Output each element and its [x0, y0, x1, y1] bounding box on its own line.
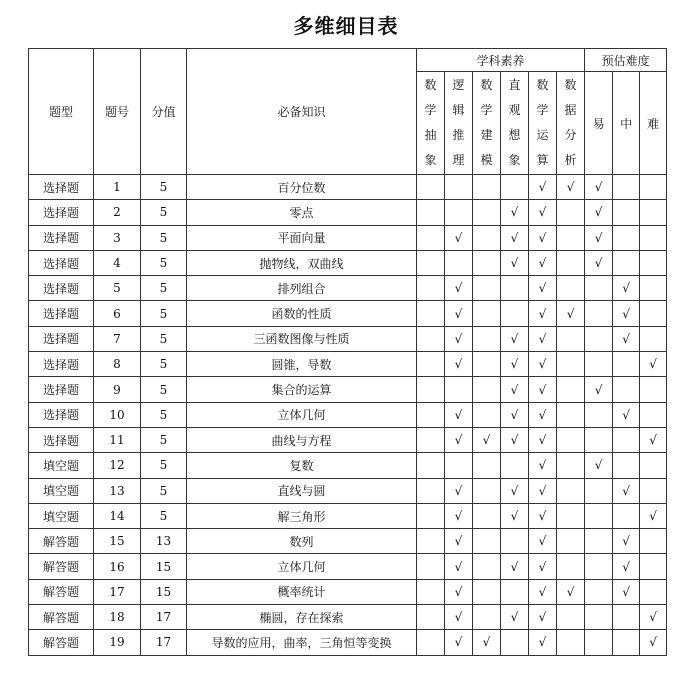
cell-literacy-check: [473, 579, 501, 604]
cell-literacy-check: √: [445, 352, 473, 377]
cell-literacy-check: [501, 301, 529, 326]
cell-question-number: 13: [94, 478, 141, 503]
cell-question-number: 4: [94, 250, 141, 275]
cell-difficulty-check: [613, 630, 640, 655]
cell-literacy-check: [417, 250, 445, 275]
cell-question-type: 解答题: [29, 630, 94, 655]
cell-literacy-check: [417, 605, 445, 630]
cell-score: 5: [141, 250, 187, 275]
cell-question-type: 填空题: [29, 503, 94, 528]
cell-question-number: 9: [94, 377, 141, 402]
cell-score: 15: [141, 554, 187, 579]
cell-literacy-check: [557, 200, 585, 225]
cell-literacy-check: √: [529, 301, 557, 326]
cell-difficulty-check: [640, 225, 667, 250]
table-row: [29, 630, 667, 655]
cell-literacy-check: √: [445, 630, 473, 655]
cell-literacy-check: [473, 352, 501, 377]
cell-literacy-check: [473, 529, 501, 554]
cell-literacy-check: [473, 326, 501, 351]
table-row: [29, 478, 667, 503]
cell-difficulty-check: √: [613, 554, 640, 579]
cell-knowledge: 导数的应用，曲率，三角恒等变换: [187, 630, 417, 655]
table-row: [29, 326, 667, 351]
cell-literacy-check: [473, 200, 501, 225]
header-knowledge: 必备知识: [187, 49, 417, 175]
cell-question-type: 选择题: [29, 377, 94, 402]
cell-question-number: 15: [94, 529, 141, 554]
cell-literacy-check: √: [529, 503, 557, 528]
header-difficulty-medium: 中: [613, 72, 640, 175]
cell-difficulty-check: [585, 503, 613, 528]
header-literacy-intuition: [501, 72, 529, 175]
cell-question-number: 3: [94, 225, 141, 250]
cell-literacy-check: [445, 175, 473, 200]
table-row: [29, 579, 667, 604]
header-score: 分值: [141, 49, 187, 175]
cell-literacy-check: √: [445, 402, 473, 427]
cell-difficulty-check: [640, 276, 667, 301]
cell-literacy-check: [417, 352, 445, 377]
cell-question-type: 选择题: [29, 250, 94, 275]
cell-difficulty-check: [613, 377, 640, 402]
cell-question-type: 选择题: [29, 200, 94, 225]
cell-literacy-check: [417, 427, 445, 452]
cell-literacy-check: [473, 453, 501, 478]
cell-difficulty-check: √: [585, 250, 613, 275]
cell-literacy-check: √: [529, 630, 557, 655]
cell-literacy-check: [417, 478, 445, 503]
cell-question-number: 6: [94, 301, 141, 326]
cell-difficulty-check: √: [613, 529, 640, 554]
table-row: [29, 427, 667, 452]
cell-difficulty-check: √: [613, 326, 640, 351]
cell-question-type: 解答题: [29, 579, 94, 604]
cell-literacy-check: √: [445, 503, 473, 528]
cell-literacy-check: √: [445, 529, 473, 554]
cell-literacy-check: √: [501, 377, 529, 402]
cell-literacy-check: [473, 402, 501, 427]
cell-literacy-check: [501, 276, 529, 301]
cell-literacy-check: [417, 200, 445, 225]
cell-question-type: 选择题: [29, 427, 94, 452]
cell-literacy-check: √: [445, 605, 473, 630]
cell-difficulty-check: [613, 225, 640, 250]
cell-difficulty-check: [613, 200, 640, 225]
cell-difficulty-check: [613, 605, 640, 630]
cell-literacy-check: √: [445, 276, 473, 301]
cell-question-number: 8: [94, 352, 141, 377]
header-literacy-label: 数学运算: [536, 78, 549, 167]
cell-literacy-check: [445, 200, 473, 225]
header-literacy-label: 数学抽象: [424, 78, 437, 167]
cell-difficulty-check: [613, 503, 640, 528]
cell-literacy-check: [417, 529, 445, 554]
cell-literacy-check: [473, 377, 501, 402]
cell-literacy-check: [445, 250, 473, 275]
cell-knowledge: 函数的性质: [187, 301, 417, 326]
table-row: [29, 301, 667, 326]
cell-literacy-check: [501, 453, 529, 478]
cell-difficulty-check: [640, 326, 667, 351]
cell-score: 5: [141, 352, 187, 377]
header-literacy-modeling: [473, 72, 501, 175]
cell-literacy-check: √: [501, 427, 529, 452]
cell-difficulty-check: √: [585, 200, 613, 225]
cell-knowledge: 概率统计: [187, 579, 417, 604]
cell-literacy-check: √: [529, 478, 557, 503]
cell-score: 13: [141, 529, 187, 554]
cell-literacy-check: √: [529, 579, 557, 604]
cell-difficulty-check: [585, 554, 613, 579]
cell-literacy-check: √: [445, 301, 473, 326]
cell-difficulty-check: [585, 326, 613, 351]
cell-question-type: 解答题: [29, 554, 94, 579]
cell-literacy-check: √: [529, 529, 557, 554]
cell-difficulty-check: [585, 276, 613, 301]
cell-literacy-check: [557, 276, 585, 301]
cell-difficulty-check: [640, 529, 667, 554]
table-row: [29, 175, 667, 200]
cell-literacy-check: √: [501, 478, 529, 503]
cell-literacy-check: [557, 503, 585, 528]
cell-difficulty-check: [585, 630, 613, 655]
cell-literacy-check: √: [501, 605, 529, 630]
cell-literacy-check: [417, 554, 445, 579]
cell-score: 15: [141, 579, 187, 604]
cell-literacy-check: [557, 529, 585, 554]
cell-literacy-check: √: [445, 225, 473, 250]
cell-difficulty-check: [640, 579, 667, 604]
cell-question-type: 选择题: [29, 402, 94, 427]
cell-literacy-check: √: [557, 579, 585, 604]
cell-question-number: 18: [94, 605, 141, 630]
cell-difficulty-check: √: [640, 503, 667, 528]
cell-literacy-check: √: [501, 225, 529, 250]
cell-score: 17: [141, 630, 187, 655]
cell-literacy-check: √: [445, 554, 473, 579]
cell-question-type: 选择题: [29, 225, 94, 250]
cell-question-type: 填空题: [29, 478, 94, 503]
cell-literacy-check: √: [529, 352, 557, 377]
header-literacy-label: 逻辑推理: [452, 78, 465, 167]
cell-difficulty-check: [640, 478, 667, 503]
cell-score: 17: [141, 605, 187, 630]
cell-difficulty-check: √: [640, 605, 667, 630]
cell-score: 5: [141, 478, 187, 503]
cell-literacy-check: √: [557, 301, 585, 326]
cell-question-number: 7: [94, 326, 141, 351]
cell-difficulty-check: [585, 427, 613, 452]
cell-difficulty-check: [585, 605, 613, 630]
cell-knowledge: 抛物线，双曲线: [187, 250, 417, 275]
cell-question-type: 选择题: [29, 301, 94, 326]
table-row: [29, 352, 667, 377]
table-row: [29, 402, 667, 427]
cell-question-type: 选择题: [29, 326, 94, 351]
cell-difficulty-check: √: [613, 402, 640, 427]
table-row: [29, 554, 667, 579]
cell-knowledge: 曲线与方程: [187, 427, 417, 452]
cell-knowledge: 椭圆，存在探索: [187, 605, 417, 630]
cell-literacy-check: [417, 326, 445, 351]
header-literacy-reasoning: [445, 72, 473, 175]
cell-literacy-check: √: [529, 250, 557, 275]
cell-difficulty-check: √: [613, 276, 640, 301]
header-question-type: 题型: [29, 49, 94, 175]
cell-knowledge: 排列组合: [187, 276, 417, 301]
cell-literacy-check: √: [529, 427, 557, 452]
table-row: [29, 377, 667, 402]
cell-literacy-check: [557, 630, 585, 655]
cell-literacy-check: [473, 503, 501, 528]
cell-literacy-check: √: [557, 175, 585, 200]
cell-knowledge: 解三角形: [187, 503, 417, 528]
cell-question-number: 11: [94, 427, 141, 452]
header-literacy-label: 数据分析: [564, 78, 577, 167]
table-row: [29, 605, 667, 630]
table-row: [29, 225, 667, 250]
cell-difficulty-check: [585, 301, 613, 326]
cell-literacy-check: [417, 175, 445, 200]
cell-score: 5: [141, 453, 187, 478]
cell-difficulty-check: √: [640, 630, 667, 655]
cell-difficulty-check: √: [613, 478, 640, 503]
cell-question-type: 选择题: [29, 175, 94, 200]
cell-question-number: 16: [94, 554, 141, 579]
header-difficulty-easy: 易: [585, 72, 613, 175]
cell-literacy-check: √: [501, 402, 529, 427]
cell-score: 5: [141, 503, 187, 528]
cell-literacy-check: [557, 605, 585, 630]
cell-question-type: 填空题: [29, 453, 94, 478]
cell-literacy-check: [501, 175, 529, 200]
cell-literacy-check: [557, 478, 585, 503]
cell-difficulty-check: [640, 554, 667, 579]
cell-literacy-check: √: [529, 225, 557, 250]
cell-literacy-check: √: [529, 175, 557, 200]
header-literacy-operation: [529, 72, 557, 175]
table-row: [29, 200, 667, 225]
cell-literacy-check: √: [473, 427, 501, 452]
cell-difficulty-check: [640, 175, 667, 200]
table-row: [29, 503, 667, 528]
specification-table: [28, 48, 667, 656]
cell-knowledge: 平面向量: [187, 225, 417, 250]
cell-literacy-check: √: [501, 200, 529, 225]
table-row: [29, 529, 667, 554]
cell-literacy-check: [417, 276, 445, 301]
cell-knowledge: 三函数图像与性质: [187, 326, 417, 351]
table-body: [29, 175, 667, 656]
table-row: [29, 453, 667, 478]
cell-score: 5: [141, 377, 187, 402]
cell-difficulty-check: √: [585, 225, 613, 250]
cell-difficulty-check: [585, 402, 613, 427]
cell-literacy-check: √: [529, 605, 557, 630]
cell-literacy-check: √: [529, 377, 557, 402]
cell-literacy-check: [557, 453, 585, 478]
cell-question-number: 19: [94, 630, 141, 655]
cell-difficulty-check: [585, 529, 613, 554]
cell-difficulty-check: √: [640, 427, 667, 452]
cell-difficulty-check: [613, 250, 640, 275]
cell-score: 5: [141, 301, 187, 326]
cell-literacy-check: [557, 225, 585, 250]
cell-difficulty-check: [640, 402, 667, 427]
cell-difficulty-check: √: [585, 377, 613, 402]
table-row: [29, 276, 667, 301]
cell-question-type: 选择题: [29, 352, 94, 377]
cell-literacy-check: [445, 453, 473, 478]
cell-literacy-check: [473, 301, 501, 326]
cell-literacy-check: √: [529, 200, 557, 225]
cell-knowledge: 零点: [187, 200, 417, 225]
cell-literacy-check: √: [529, 402, 557, 427]
cell-difficulty-check: [585, 579, 613, 604]
cell-literacy-check: √: [501, 250, 529, 275]
header-literacy-abstraction: [417, 72, 445, 175]
header-difficulty-hard: 难: [640, 72, 667, 175]
table-row: [29, 250, 667, 275]
header-question-number: 题号: [94, 49, 141, 175]
cell-literacy-check: [557, 427, 585, 452]
cell-literacy-check: [473, 478, 501, 503]
cell-literacy-check: [417, 453, 445, 478]
cell-literacy-check: √: [501, 503, 529, 528]
cell-literacy-check: [557, 352, 585, 377]
cell-question-number: 12: [94, 453, 141, 478]
cell-literacy-check: [501, 630, 529, 655]
cell-literacy-check: [417, 630, 445, 655]
cell-difficulty-check: [613, 352, 640, 377]
cell-literacy-check: √: [501, 554, 529, 579]
cell-difficulty-check: [613, 427, 640, 452]
page-title: 多维细目表: [293, 14, 399, 38]
cell-difficulty-check: √: [640, 352, 667, 377]
header-literacy-data-analysis: [557, 72, 585, 175]
cell-literacy-check: √: [473, 630, 501, 655]
cell-score: 5: [141, 427, 187, 452]
cell-literacy-check: [557, 326, 585, 351]
cell-knowledge: 立体几何: [187, 402, 417, 427]
cell-difficulty-check: √: [585, 453, 613, 478]
header-difficulty-group: 预估难度: [585, 49, 667, 72]
cell-literacy-check: [417, 503, 445, 528]
cell-literacy-check: [473, 225, 501, 250]
cell-question-number: 5: [94, 276, 141, 301]
cell-literacy-check: [557, 377, 585, 402]
cell-score: 5: [141, 175, 187, 200]
cell-literacy-check: √: [445, 326, 473, 351]
cell-difficulty-check: [585, 478, 613, 503]
cell-score: 5: [141, 200, 187, 225]
cell-question-number: 2: [94, 200, 141, 225]
cell-score: 5: [141, 276, 187, 301]
cell-literacy-check: [417, 402, 445, 427]
cell-literacy-check: [417, 225, 445, 250]
cell-score: 5: [141, 225, 187, 250]
cell-literacy-check: [473, 276, 501, 301]
cell-question-number: 10: [94, 402, 141, 427]
cell-question-number: 14: [94, 503, 141, 528]
cell-literacy-check: [445, 377, 473, 402]
cell-difficulty-check: [640, 453, 667, 478]
cell-literacy-check: √: [529, 276, 557, 301]
cell-score: 5: [141, 402, 187, 427]
cell-literacy-check: [473, 554, 501, 579]
cell-literacy-check: [473, 605, 501, 630]
cell-difficulty-check: √: [613, 579, 640, 604]
cell-literacy-check: [417, 579, 445, 604]
cell-score: 5: [141, 326, 187, 351]
cell-difficulty-check: [613, 453, 640, 478]
cell-difficulty-check: √: [585, 175, 613, 200]
cell-literacy-check: [501, 579, 529, 604]
cell-question-type: 解答题: [29, 529, 94, 554]
header-literacy-label: 直观想象: [508, 78, 521, 167]
cell-knowledge: 集合的运算: [187, 377, 417, 402]
cell-knowledge: 直线与圆: [187, 478, 417, 503]
cell-literacy-check: [501, 529, 529, 554]
cell-question-number: 17: [94, 579, 141, 604]
cell-question-type: 解答题: [29, 605, 94, 630]
cell-difficulty-check: [640, 377, 667, 402]
cell-literacy-check: [557, 402, 585, 427]
cell-literacy-check: [417, 301, 445, 326]
cell-literacy-check: √: [445, 579, 473, 604]
cell-literacy-check: [417, 377, 445, 402]
cell-literacy-check: √: [445, 427, 473, 452]
cell-knowledge: 复数: [187, 453, 417, 478]
cell-literacy-check: √: [445, 478, 473, 503]
cell-difficulty-check: [640, 250, 667, 275]
cell-literacy-check: √: [501, 326, 529, 351]
cell-question-type: 选择题: [29, 276, 94, 301]
cell-literacy-check: √: [529, 326, 557, 351]
cell-literacy-check: √: [529, 554, 557, 579]
cell-literacy-check: √: [501, 352, 529, 377]
cell-difficulty-check: [613, 175, 640, 200]
cell-question-number: 1: [94, 175, 141, 200]
cell-knowledge: 圆锥，导数: [187, 352, 417, 377]
cell-literacy-check: [473, 175, 501, 200]
cell-knowledge: 百分位数: [187, 175, 417, 200]
cell-knowledge: 立体几何: [187, 554, 417, 579]
cell-literacy-check: [557, 250, 585, 275]
cell-difficulty-check: √: [613, 301, 640, 326]
header-literacy-group: 学科素养: [417, 49, 585, 72]
header-literacy-label: 数学建模: [480, 78, 493, 167]
cell-difficulty-check: [640, 301, 667, 326]
cell-knowledge: 数列: [187, 529, 417, 554]
cell-literacy-check: √: [529, 453, 557, 478]
cell-literacy-check: [473, 250, 501, 275]
cell-literacy-check: [557, 554, 585, 579]
cell-difficulty-check: [640, 200, 667, 225]
cell-difficulty-check: [585, 352, 613, 377]
